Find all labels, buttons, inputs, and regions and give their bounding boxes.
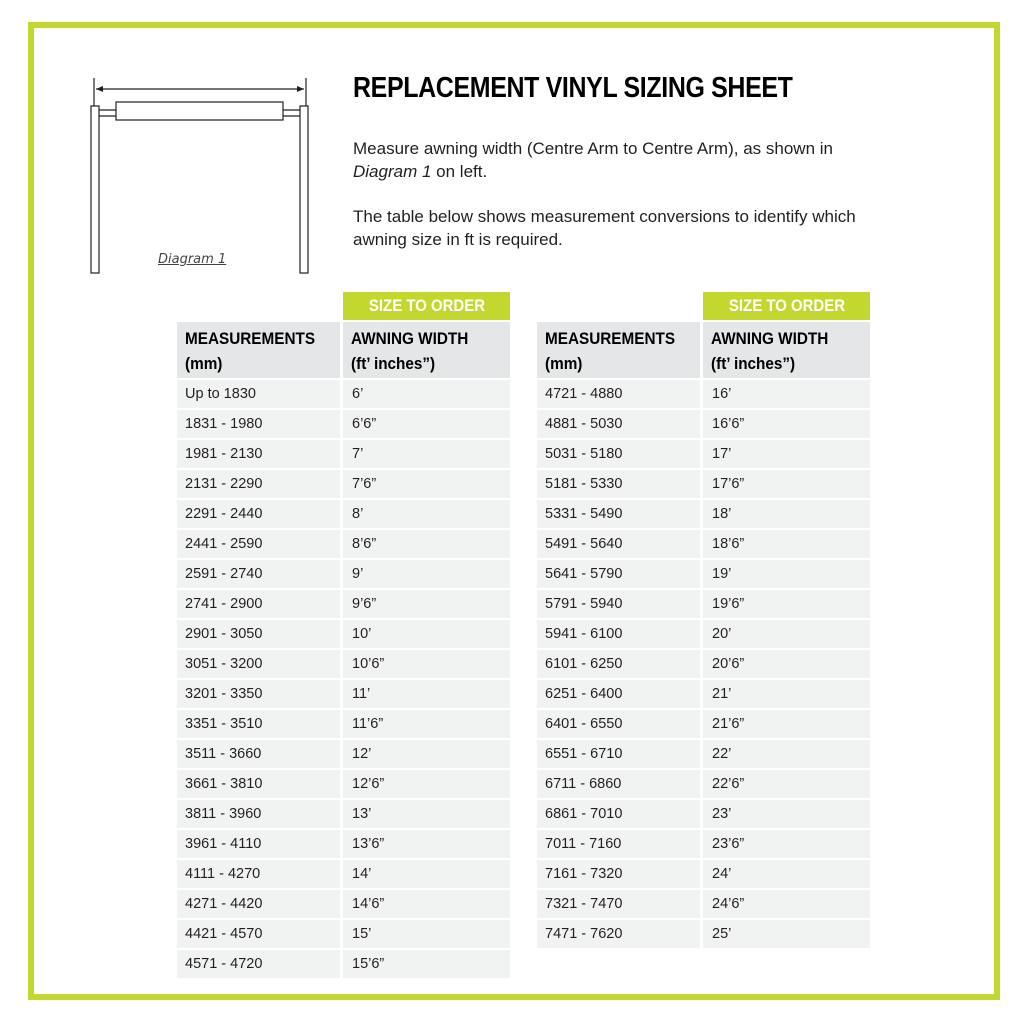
header-awning-width xyxy=(700,322,870,380)
table-row xyxy=(177,740,510,770)
table-row xyxy=(177,470,510,500)
cell-awning-width-ft: 12’6” xyxy=(340,770,510,800)
cell-awning-width-ft: 24’6” xyxy=(700,890,870,920)
table-row xyxy=(537,890,870,920)
header-awning-width-line1: AWNING WIDTH xyxy=(351,329,469,348)
cell-awning-width-ft: 15’ xyxy=(340,920,510,950)
cell-measurement-mm: 4881 - 5030 xyxy=(537,410,700,440)
cell-measurement-mm: 4111 - 4270 xyxy=(177,860,340,890)
arm-left xyxy=(91,106,99,273)
cell-awning-width-ft: 16’ xyxy=(700,380,870,410)
cell-measurement-mm: 3961 - 4110 xyxy=(177,830,340,860)
size-to-order-badge xyxy=(700,292,870,322)
cell-awning-width-ft: 8’ xyxy=(340,500,510,530)
cell-awning-width-ft: 23’ xyxy=(700,800,870,830)
cell-awning-width-ft: 22’ xyxy=(700,740,870,770)
header-row xyxy=(537,322,870,380)
badge-label: SIZE TO ORDER xyxy=(368,296,485,315)
diagram-caption: Diagram 1 xyxy=(158,252,227,267)
table-row xyxy=(177,560,510,590)
table-row xyxy=(537,440,870,470)
header-awning-width xyxy=(340,322,510,380)
cell-measurement-mm: 2591 - 2740 xyxy=(177,560,340,590)
table-row xyxy=(177,830,510,860)
cell-measurement-mm: 3511 - 3660 xyxy=(177,740,340,770)
cell-awning-width-ft: 11’6” xyxy=(340,710,510,740)
header-measurements-line1: MEASUREMENTS xyxy=(185,329,316,348)
cell-measurement-mm: 5791 - 5940 xyxy=(537,590,700,620)
table-row xyxy=(177,620,510,650)
size-to-order-badge xyxy=(340,292,510,322)
table-row xyxy=(537,830,870,860)
table-row xyxy=(537,530,870,560)
table-row xyxy=(177,410,510,440)
cell-awning-width-ft: 14’6” xyxy=(340,890,510,920)
cell-awning-width-ft: 7’ xyxy=(340,440,510,470)
cell-awning-width-ft: 13’6” xyxy=(340,830,510,860)
cell-awning-width-ft: 12’ xyxy=(340,740,510,770)
cell-awning-width-ft: 17’6” xyxy=(700,470,870,500)
awning-diagram xyxy=(88,76,313,276)
cell-awning-width-ft: 24’ xyxy=(700,860,870,890)
header-awning-width-line1: AWNING WIDTH xyxy=(711,329,829,348)
cell-awning-width-ft: 6’6” xyxy=(340,410,510,440)
cell-awning-width-ft: 7’6” xyxy=(340,470,510,500)
header-awning-width-line2: (ft’ inches”) xyxy=(711,354,796,373)
cell-measurement-mm: 3811 - 3960 xyxy=(177,800,340,830)
cell-measurement-mm: 5491 - 5640 xyxy=(537,530,700,560)
cell-measurement-mm: 6401 - 6550 xyxy=(537,710,700,740)
cell-awning-width-ft: 19’ xyxy=(700,560,870,590)
cell-awning-width-ft: 19’6” xyxy=(700,590,870,620)
cell-measurement-mm: 7321 - 7470 xyxy=(537,890,700,920)
cell-measurement-mm: 5031 - 5180 xyxy=(537,440,700,470)
cell-measurement-mm: 1831 - 1980 xyxy=(177,410,340,440)
cell-measurement-mm: 4571 - 4720 xyxy=(177,950,340,980)
badge-label: SIZE TO ORDER xyxy=(728,296,845,315)
cell-measurement-mm: 2741 - 2900 xyxy=(177,590,340,620)
cell-awning-width-ft: 25’ xyxy=(700,920,870,950)
table-row xyxy=(537,770,870,800)
table-row xyxy=(537,680,870,710)
table-row xyxy=(537,650,870,680)
table-row xyxy=(177,530,510,560)
cell-measurement-mm: Up to 1830 xyxy=(177,380,340,410)
cell-measurement-mm: 4421 - 4570 xyxy=(177,920,340,950)
cell-measurement-mm: 7471 - 7620 xyxy=(537,920,700,950)
table-row xyxy=(537,410,870,440)
cell-awning-width-ft: 8’6” xyxy=(340,530,510,560)
cell-measurement-mm: 6551 - 6710 xyxy=(537,740,700,770)
arm-right xyxy=(300,106,308,273)
table-row xyxy=(537,860,870,890)
badge-spacer xyxy=(177,292,340,322)
table-row xyxy=(537,380,870,410)
arrowhead-right-icon xyxy=(297,86,304,92)
cell-measurement-mm: 2901 - 3050 xyxy=(177,620,340,650)
cell-measurement-mm: 5641 - 5790 xyxy=(537,560,700,590)
table-row xyxy=(537,920,870,950)
cell-awning-width-ft: 18’6” xyxy=(700,530,870,560)
table-row xyxy=(537,620,870,650)
cell-measurement-mm: 6711 - 6860 xyxy=(537,770,700,800)
cell-measurement-mm: 1981 - 2130 xyxy=(177,440,340,470)
cell-awning-width-ft: 22’6” xyxy=(700,770,870,800)
cell-measurement-mm: 3201 - 3350 xyxy=(177,680,340,710)
header-measurements-line1: MEASUREMENTS xyxy=(545,329,676,348)
table-row xyxy=(177,590,510,620)
cell-awning-width-ft: 21’6” xyxy=(700,710,870,740)
intro-measure-text xyxy=(353,137,913,183)
header-measurements xyxy=(537,322,700,380)
table-body xyxy=(537,292,870,950)
table-row xyxy=(177,650,510,680)
table-row xyxy=(537,710,870,740)
sizing-table-left xyxy=(177,292,510,980)
cell-awning-width-ft: 9’ xyxy=(340,560,510,590)
badge-spacer xyxy=(537,292,700,322)
intro-line1-prefix: Measure awning width (Centre Arm to Centre Arm), as shown in xyxy=(353,139,833,158)
table-row xyxy=(537,560,870,590)
sizing-table-right xyxy=(537,292,870,950)
cell-awning-width-ft: 15’6” xyxy=(340,950,510,980)
cell-awning-width-ft: 13’ xyxy=(340,800,510,830)
badge-row xyxy=(537,292,870,322)
table-row xyxy=(537,590,870,620)
table-row xyxy=(177,500,510,530)
cell-awning-width-ft: 9’6” xyxy=(340,590,510,620)
cell-awning-width-ft: 20’6” xyxy=(700,650,870,680)
intro-table-text: The table below shows measurement conversions to identify which awning size in ft is required. xyxy=(353,207,856,249)
header-measurements xyxy=(177,322,340,380)
cell-measurement-mm: 2441 - 2590 xyxy=(177,530,340,560)
header-row xyxy=(177,322,510,380)
cell-measurement-mm: 4271 - 4420 xyxy=(177,890,340,920)
table-row xyxy=(177,890,510,920)
page-title: REPLACEMENT VINYL SIZING SHEET xyxy=(353,72,793,104)
table-row xyxy=(537,470,870,500)
table-row xyxy=(177,860,510,890)
intro-line1-suffix: on left. xyxy=(436,162,488,181)
cell-awning-width-ft: 6’ xyxy=(340,380,510,410)
cell-measurement-mm: 4721 - 4880 xyxy=(537,380,700,410)
cell-measurement-mm: 3661 - 3810 xyxy=(177,770,340,800)
table-row xyxy=(177,800,510,830)
cell-measurement-mm: 5941 - 6100 xyxy=(537,620,700,650)
cell-awning-width-ft: 17’ xyxy=(700,440,870,470)
table-body xyxy=(177,292,510,980)
cell-measurement-mm: 6101 - 6250 xyxy=(537,650,700,680)
intro-diagram-ref: Diagram 1 xyxy=(353,162,432,181)
cell-awning-width-ft: 23’6” xyxy=(700,830,870,860)
table-row xyxy=(177,440,510,470)
cell-awning-width-ft: 14’ xyxy=(340,860,510,890)
header-awning-width-line2: (ft’ inches”) xyxy=(351,354,436,373)
table-row xyxy=(177,950,510,980)
table-row xyxy=(177,380,510,410)
cell-awning-width-ft: 20’ xyxy=(700,620,870,650)
cell-awning-width-ft: 10’ xyxy=(340,620,510,650)
cell-awning-width-ft: 18’ xyxy=(700,500,870,530)
table-row xyxy=(177,770,510,800)
arrowhead-left-icon xyxy=(96,86,103,92)
table-row xyxy=(177,680,510,710)
header-measurements-line2: (mm) xyxy=(185,354,223,373)
cell-measurement-mm: 2291 - 2440 xyxy=(177,500,340,530)
cell-measurement-mm: 2131 - 2290 xyxy=(177,470,340,500)
awning-roller xyxy=(116,102,283,120)
cell-measurement-mm: 6861 - 7010 xyxy=(537,800,700,830)
cell-measurement-mm: 5331 - 5490 xyxy=(537,500,700,530)
cell-awning-width-ft: 16’6” xyxy=(700,410,870,440)
table-row xyxy=(537,800,870,830)
cell-awning-width-ft: 10’6” xyxy=(340,650,510,680)
table-row xyxy=(537,740,870,770)
cell-measurement-mm: 5181 - 5330 xyxy=(537,470,700,500)
cell-measurement-mm: 7161 - 7320 xyxy=(537,860,700,890)
table-row xyxy=(177,920,510,950)
header-measurements-line2: (mm) xyxy=(545,354,583,373)
cell-measurement-mm: 3351 - 3510 xyxy=(177,710,340,740)
cell-measurement-mm: 6251 - 6400 xyxy=(537,680,700,710)
cell-awning-width-ft: 21’ xyxy=(700,680,870,710)
cell-measurement-mm: 7011 - 7160 xyxy=(537,830,700,860)
cell-awning-width-ft: 11’ xyxy=(340,680,510,710)
table-row xyxy=(177,710,510,740)
table-row xyxy=(537,500,870,530)
badge-row xyxy=(177,292,510,322)
cell-measurement-mm: 3051 - 3200 xyxy=(177,650,340,680)
